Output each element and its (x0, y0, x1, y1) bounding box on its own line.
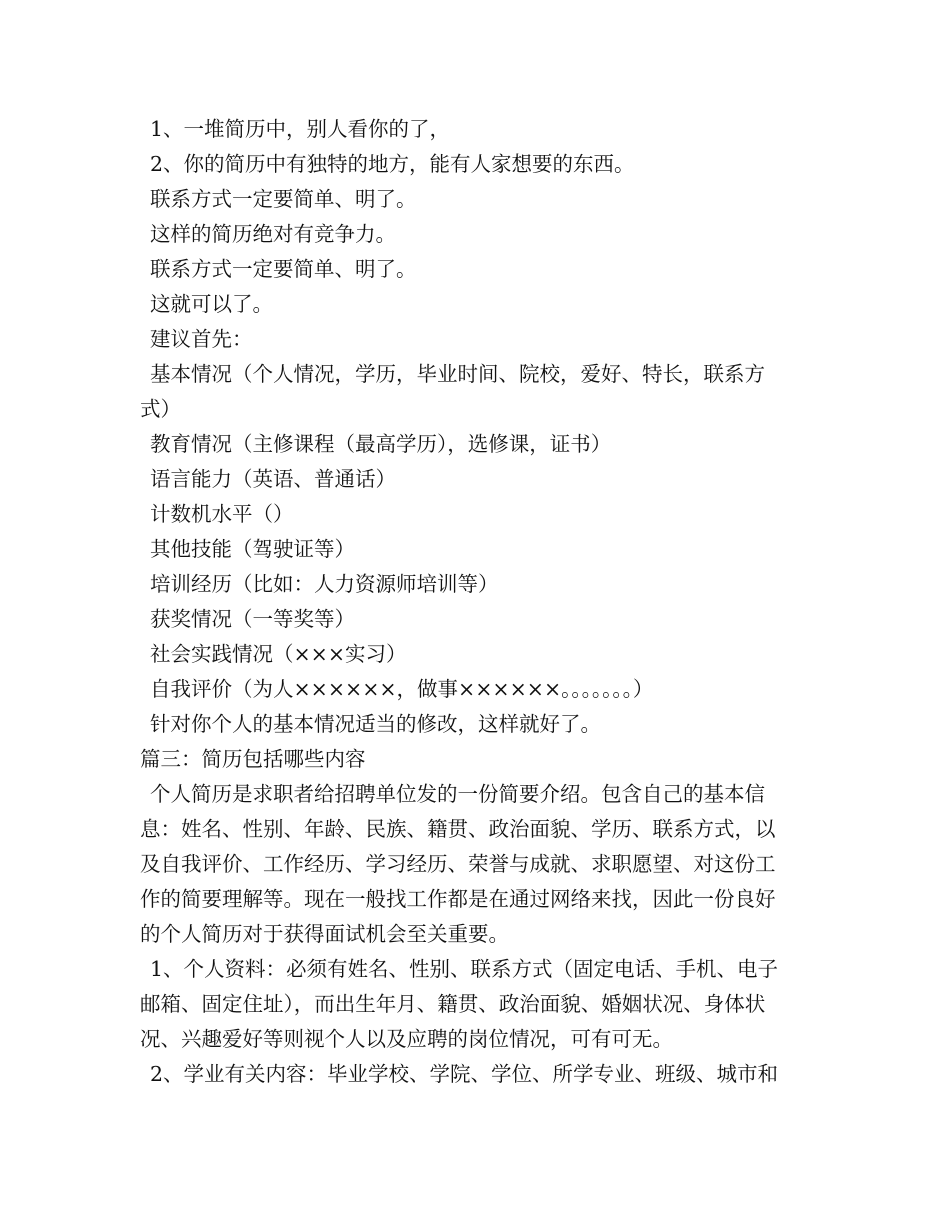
text-line: 针对你个人的基本情况适当的修改，这样就好了。 (150, 712, 601, 736)
text-line: 息：姓名、性别、年龄、民族、籍贯、政治面貌、学历、联系方式，以 (140, 817, 776, 841)
text-line: 联系方式一定要简单、明了。 (150, 187, 417, 211)
document-body (140, 112, 830, 1092)
text-line: 篇三：简历包括哪些内容 (140, 747, 366, 771)
text-line: 邮箱、固定住址），而出生年月、籍贯、政治面貌、婚姻状况、身体状 (140, 992, 766, 1016)
text-line: 其他技能（驾驶证等） (150, 537, 355, 561)
text-line: 培训经历（比如：人力资源师培训等） (150, 572, 499, 596)
text-line: 式） (140, 397, 181, 421)
text-line: 的个人简历对于获得面试机会至关重要。 (140, 922, 509, 946)
text-line: 联系方式一定要简单、明了。 (150, 257, 417, 281)
text-line: 个人简历是求职者给招聘单位发的一份简要介绍。包含自己的基本信 (150, 782, 765, 806)
text-line: 这样的简历绝对有竞争力。 (150, 222, 396, 246)
text-line: 建议首先： (150, 327, 253, 351)
text-line: 2、学业有关内容：毕业学校、学院、学位、所学专业、班级、城市和 (150, 1062, 779, 1086)
text-line: 社会实践情况（×××实习） (150, 642, 407, 666)
text-line: 计数机水平（） (150, 502, 294, 526)
text-line: 1、一堆简历中，别人看你的了， (150, 117, 451, 141)
text-line: 教育情况（主修课程（最高学历），选修课，证书） (150, 432, 612, 456)
text-line: 这就可以了。 (150, 292, 273, 316)
text-line: 获奖情况（一等奖等） (150, 607, 355, 631)
text-line: 自我评价（为人××××××，做事××××××。。。。。。。） (150, 677, 654, 701)
text-line: 及自我评价、工作经历、学习经历、荣誉与成就、求职愿望、对这份工 (140, 852, 776, 876)
text-line: 2、你的简历中有独特的地方，能有人家想要的东西。 (150, 152, 635, 176)
text-line: 作的简要理解等。现在一般找工作都是在通过网络来找，因此一份良好 (140, 887, 776, 911)
text-line: 1、个人资料：必须有姓名、性别、联系方式（固定电话、手机、电子 (150, 957, 779, 981)
text-line: 况、兴趣爱好等则视个人以及应聘的岗位情况，可有可无。 (140, 1027, 673, 1051)
text-line: 基本情况（个人情况，学历，毕业时间、院校，爱好、特长，联系方 (150, 362, 765, 386)
text-line: 语言能力（英语、普通话） (150, 467, 396, 491)
